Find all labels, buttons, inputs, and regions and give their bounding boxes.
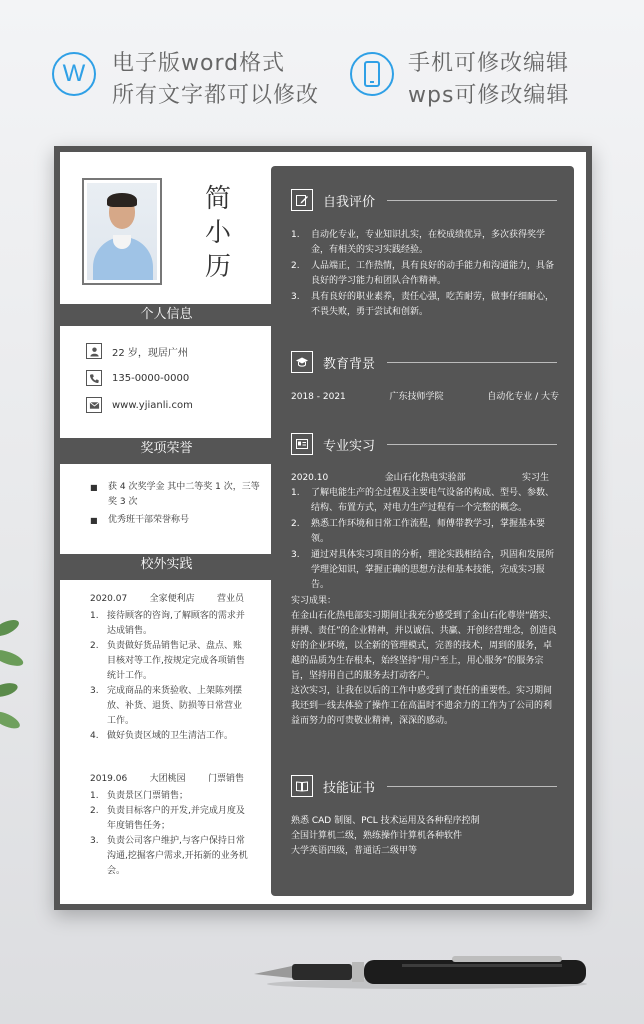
title-char: 小 (204, 218, 231, 248)
left-column (60, 152, 273, 904)
skill-item: 全国计算机二级，熟练操作计算机各种软件 (291, 831, 463, 841)
list-item: 1. 了解电能生产的全过程及主要电气设备的构成、型号、参数、结构、布置方式，对电力生产过程有一个完整的概念。 (291, 488, 555, 513)
book-icon (291, 775, 313, 797)
education-school: 广东技师学院 (389, 392, 444, 402)
section-title: 专业实习 (323, 438, 376, 454)
list-item: 2. 熟悉工作环境和日常工作流程，师傅带教学习，掌握基本要领。 (291, 519, 546, 544)
section-title: 教育背景 (323, 356, 376, 372)
list-item: 4. 做好负责区域的卫生清洁工作。 (90, 731, 234, 741)
practice-entry-1 (90, 592, 250, 744)
contact-website (86, 397, 193, 413)
internship-details (291, 471, 559, 729)
right-column (271, 166, 574, 896)
practice-role: 营业员 (216, 594, 244, 604)
internship-results-label: 实习成果： (291, 596, 337, 606)
internship-results-paragraph: 在金山石化热电部实习期间让我充分感受到了金山石化尊崇“踏实、拼搏、责任”的企业精神，并以诚信、共赢、开创经营理念，创造良好的企业环境，以全新的管理模式，完善的技术，周到的服务，卓越的品质为生存根本，始终坚持“用户至上，用心服务”的服务宗旨，坚持用自己的服务去打动客户。 (291, 611, 557, 681)
title-char: 简 (204, 184, 231, 214)
practice-company: 大团桃园 (149, 774, 186, 784)
list-item: 1. 负责景区门票销售； (90, 791, 189, 801)
list-item: 3. 通过对具体实习项目的分析，理论实践相结合，巩固和发展所学理论知识，掌握正确的思想方法和基本技能，完成实习报告。 (291, 550, 555, 590)
practice-date: 2019.06 (90, 774, 128, 784)
skill-item: 大学英语四级，普通话二级甲等 (291, 846, 418, 856)
self-eval-list (291, 228, 559, 321)
mail-icon (86, 397, 102, 413)
resume-card (54, 146, 592, 910)
banner-line-4: wps可修改编辑 (408, 83, 570, 108)
contact-phone (86, 370, 189, 386)
banner-line-1: 电子版word格式 (112, 51, 286, 76)
practice-role: 门票销售 (207, 774, 244, 784)
edit-icon (291, 189, 313, 211)
section-personal-info: 个人信息 (60, 304, 273, 326)
telephone-icon (86, 370, 102, 386)
education-major: 自动化专业 / 大专 (487, 392, 559, 402)
internship-date: 2020.10 (291, 473, 329, 483)
award-item: ■ 优秀班干部荣誉称号 (90, 513, 260, 528)
list-item: 3. 负责公司客户维护,与客户保持日常沟通,挖掘客户需求,开拓新的业务机会。 (90, 836, 248, 876)
internship-results-paragraph: 这次实习，让我在以后的工作中感受到了责任的重要性。实习期间我还到一线去体验了操作工在高温时不遗余力的工作为了公司的利益而努力的可贵敬业精神，深深的感动。 (291, 686, 553, 726)
pen-decoration (252, 944, 592, 994)
internship-company: 金山石化热电实验部 (384, 473, 466, 483)
list-item: 3. 完成商品的来货验收、上架陈列摆放、补货、退货、防损等日常营业工作。 (90, 686, 243, 726)
awards-list (90, 480, 260, 531)
section-title: 自我评价 (323, 194, 376, 210)
practice-company: 全家便利店 (149, 594, 195, 604)
list-item: 2. 人品端正，工作热情，具有良好的动手能力和沟通能力，具备良好的学习能力和团队合作精神。 (291, 261, 555, 286)
person-icon (86, 343, 102, 359)
banner-line-3: 手机可修改编辑 (408, 51, 570, 76)
education-period: 2018 - 2021 (291, 392, 346, 402)
skills-list (291, 814, 559, 859)
section-awards: 奖项荣誉 (60, 438, 273, 460)
section-self-eval (291, 188, 557, 212)
contact-age-text: 22 岁，现居广州 (112, 347, 188, 359)
section-internship (291, 432, 557, 456)
contact-website-text: www.yjianli.com (112, 399, 193, 411)
list-item: 2. 负责目标客户的开发,并完成月度及年度销售任务； (90, 806, 245, 831)
skill-item: 熟悉 CAD 制图、PCL 技术运用及各种程序控制 (291, 816, 480, 826)
leaf-decoration (0, 610, 32, 760)
resume-sheet (60, 152, 586, 904)
list-item: 1. 接待顾客的咨询,了解顾客的需求并达成销售。 (90, 611, 245, 636)
resume-title (198, 182, 238, 284)
section-title: 技能证书 (323, 780, 376, 796)
section-skills (291, 774, 557, 798)
profile-photo (82, 178, 162, 285)
section-education (291, 350, 557, 374)
banner-line-2: 所有文字都可以修改 (112, 83, 320, 108)
internship-role: 实习生 (521, 473, 549, 483)
list-item: 1. 自动化专业，专业知识扎实，在校成绩优异，多次获得奖学金，有相关的实习实践经验。 (291, 230, 546, 255)
promo-banner (0, 40, 644, 120)
contact-phone-text: 135-0000-0000 (112, 372, 190, 384)
list-item: 3. 具有良好的职业素养，责任心强，吃苦耐劳，做事仔细耐心，不畏失败，勇于尝试和创新。 (291, 292, 555, 317)
list-item: 2. 负责做好货品销售记录、盘点、账目核对等工作,按规定完成各项销售统计工作。 (90, 641, 245, 681)
id-card-icon (291, 433, 313, 455)
section-practice: 校外实践 (60, 554, 273, 576)
title-char: 历 (204, 252, 231, 282)
contact-age (86, 343, 188, 359)
practice-date: 2020.07 (90, 594, 128, 604)
practice-entry-2 (90, 772, 250, 879)
award-item: ■ 获 4 次奖学金 其中二等奖 1 次，三等奖 3 次 (90, 480, 260, 510)
word-icon: W (52, 52, 96, 96)
phone-icon (350, 52, 394, 96)
graduation-cap-icon (291, 351, 313, 373)
education-row (291, 390, 559, 405)
